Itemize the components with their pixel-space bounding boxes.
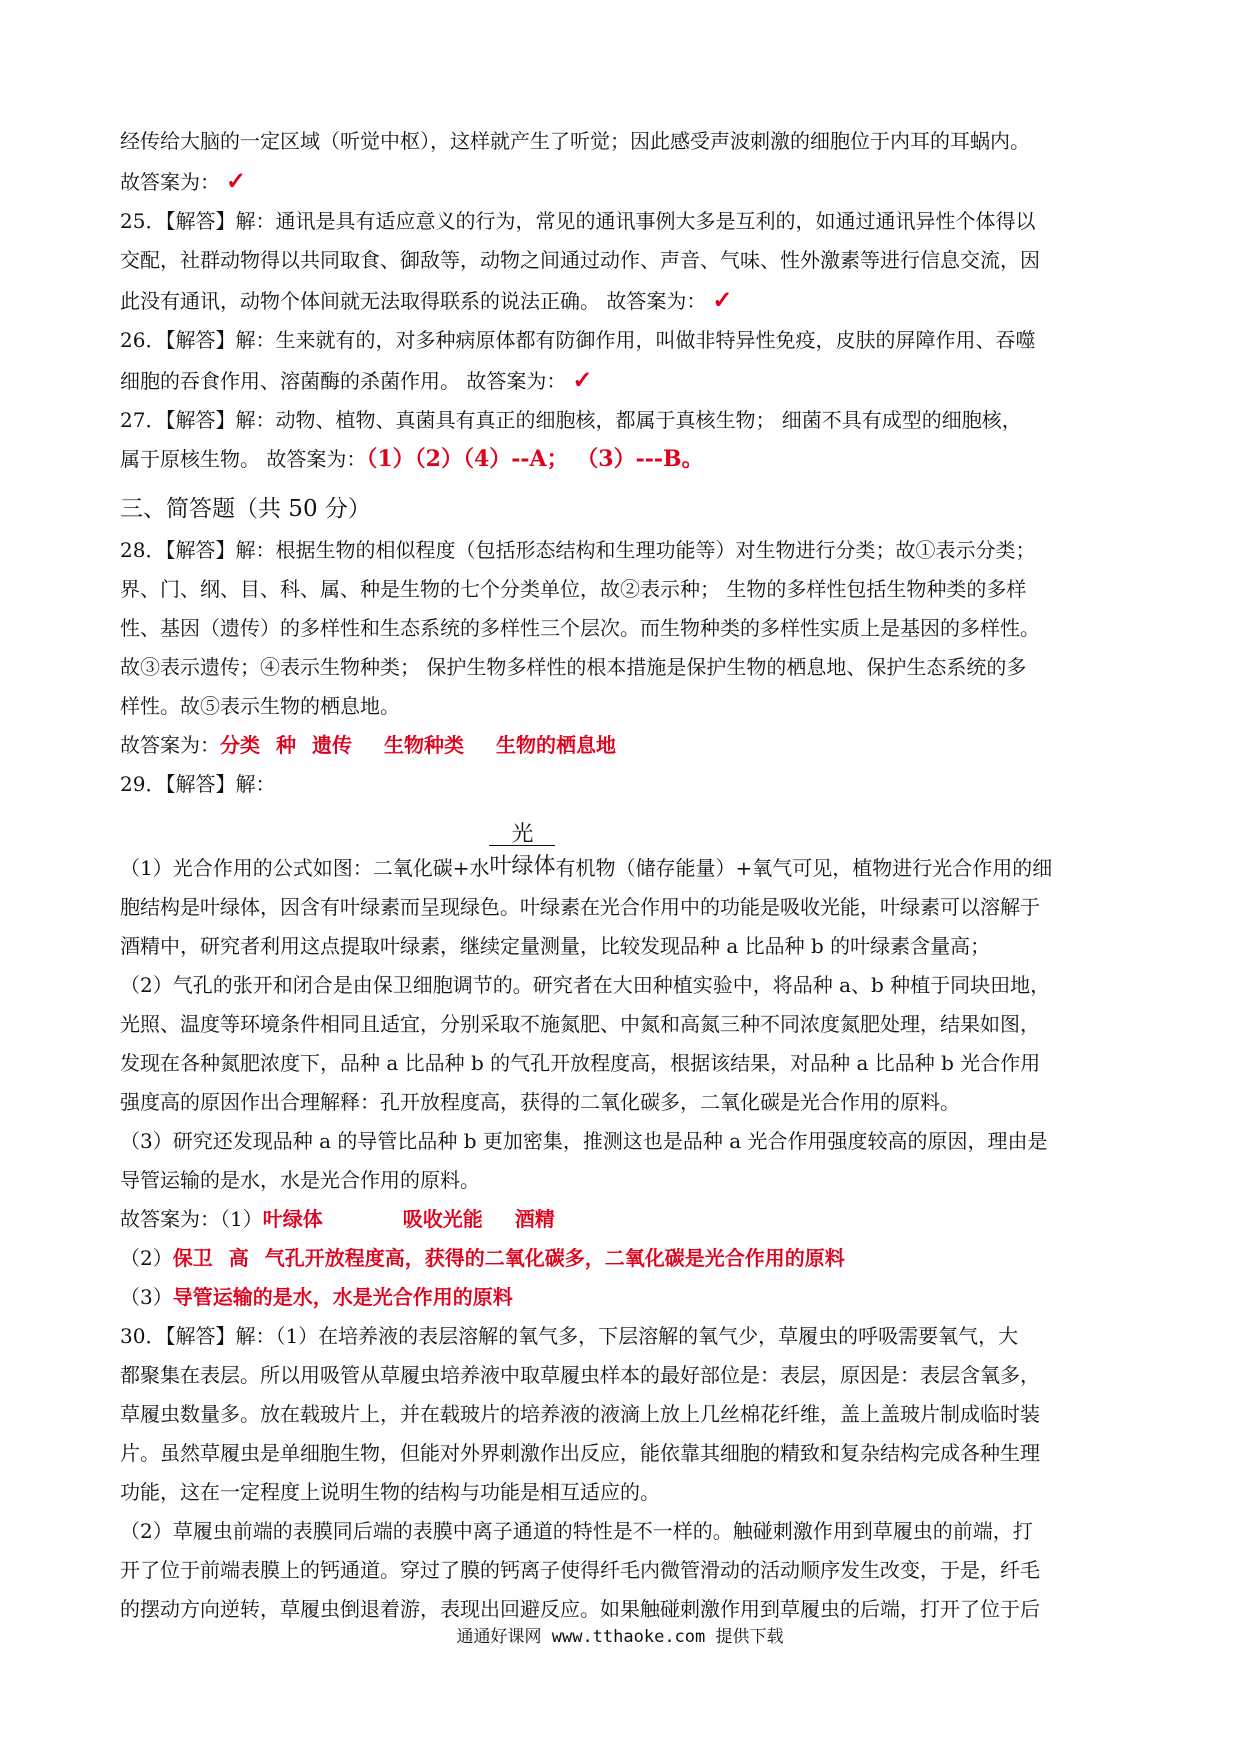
check-mark-icon: ✓	[572, 365, 593, 394]
q28-line: 性、基因（遗传）的多样性和生态系统的多样性三个层次。而生物种类的多样性实质上是基因的多样性。	[120, 616, 1040, 640]
q27-line: 属于原核生物。 故答案为：（1）（2）（4）--A； （3）---B。	[120, 446, 704, 472]
section-heading: 三、简答题（共 50 分）	[120, 496, 371, 522]
q30-line: 功能，这在一定程度上说明生物的结构与功能是相互适应的。	[120, 1480, 660, 1504]
document-body	[120, 122, 1130, 1629]
answer-text: 酒精	[514, 1207, 555, 1231]
answer-text: 气孔开放程度高，获得的二氧化碳多，二氧化碳是光合作用的原料	[264, 1246, 845, 1270]
q29-answer-line: 故答案为：（1）叶绿体 吸收光能 酒精	[120, 1207, 555, 1231]
q26-line: 26．【解答】解：生来就有的，对多种病原体都有防御作用，叫做非特异性免疫，皮肤的屏障作用、吞噬	[120, 328, 1036, 352]
q30-line: 片。虽然草履虫是单细胞生物，但能对外界刺激作出反应，能依靠其细胞的精致和复杂结构完成各种生理	[120, 1441, 1040, 1465]
answer-text: 叶绿体	[262, 1207, 323, 1231]
condition-light: 光	[511, 822, 534, 847]
q30-line: 的摆动方向逆转，草履虫倒退着游，表现出回避反应。如果触碰刺激作用到草履虫的后端，打开了位于后	[120, 1597, 1040, 1621]
text-line: 经传给大脑的一定区域（听觉中枢），这样就产生了听觉；因此感受声波刺激的细胞位于内耳的耳蜗内。	[120, 129, 1030, 153]
q27-line: 27．【解答】解：动物、植物、真菌具有真正的细胞核，都属于真核生物； 细菌不具有成型的细胞核，	[120, 408, 1022, 432]
condition-chloroplast: 叶绿体	[489, 854, 556, 879]
q28-line: 28．【解答】解：根据生物的相似程度（包括形态结构和生理功能等）对生物进行分类；故①表示分类；	[120, 538, 1036, 562]
q30-line: （2）草履虫前端的表膜同后端的表膜中离子通道的特性是不一样的。触碰刺激作用到草履虫的前端，打	[120, 1519, 1033, 1543]
q29-line: 29．【解答】解：	[120, 772, 276, 796]
q29-answer-line: （3）导管运输的是水，水是光合作用的原料	[120, 1285, 513, 1309]
q26-line: 细胞的吞食作用、溶菌酶的杀菌作用。 故答案为： ✓	[120, 365, 593, 394]
answer-text: 生物种类	[384, 733, 464, 757]
q29-line: （2）气孔的张开和闭合是由保卫细胞调节的。研究者在大田种植实验中，将品种 a、b 种植于同块田地，	[120, 973, 1051, 997]
photosynthesis-formula: （1）光合作用的公式如图：二氧化碳+水 光 叶绿体 有机物（储存能量）+氧气可见，植物进行光合作用的细	[120, 804, 1130, 888]
q25-line: 交配，社群动物得以共同取食、御敌等，动物之间通过动作、声音、气味、性外激素等进行信息交流，因	[120, 248, 1040, 272]
q27-answer: （1）（2）（4）--A； （3）---B。	[366, 446, 704, 472]
answer-text: 高	[228, 1246, 249, 1270]
answer-text: 遗传	[312, 733, 352, 757]
q29-line: 强度高的原因作出合理解释：孔开放程度高，获得的二氧化碳多，二氧化碳是光合作用的原料。	[120, 1090, 960, 1114]
q29-answer-line: （2）保卫 高 气孔开放程度高，获得的二氧化碳多，二氧化碳是光合作用的原料	[120, 1246, 845, 1270]
q29-line: 导管运输的是水，水是光合作用的原料。	[120, 1168, 480, 1192]
q28-answer-line: 故答案为：分类 种 遗传 生物种类 生物的栖息地	[120, 733, 616, 757]
q29-line: 酒精中，研究者利用这点提取叶绿素，继续定量测量，比较发现品种 a 比品种 b 的叶绿素含量高；	[120, 934, 991, 958]
q30-line: 30．【解答】解：（1）在培养液的表层溶解的氧气多，下层溶解的氧气少，草履虫的呼吸需要氧气，大	[120, 1324, 1019, 1348]
reaction-arrow	[489, 845, 555, 846]
answer-text: 吸收光能	[402, 1207, 483, 1231]
q30-line: 开了位于前端表膜上的钙通道。穿过了膜的钙离子使得纤毛内微管滑动的活动顺序发生改变，于是，纤毛	[120, 1558, 1040, 1582]
reaction-condition	[489, 822, 556, 888]
answer-line: 故答案为： ✓	[120, 166, 247, 195]
q28-line: 界、门、纲、目、科、属、种是生物的七个分类单位，故②表示种； 生物的多样性包括生物种类的多样	[120, 577, 1027, 601]
check-mark-icon: ✓	[226, 166, 247, 195]
check-mark-icon: ✓	[712, 285, 733, 314]
answer-text: 保卫	[172, 1246, 213, 1270]
q29-line: 胞结构是叶绿体，因含有叶绿素而呈现绿色。叶绿素在光合作用中的功能是吸收光能，叶绿素可以溶解于	[120, 895, 1040, 919]
q29-line: 发现在各种氮肥浓度下，品种 a 比品种 b 的气孔开放程度高，根据该结果，对品种 a 比品种 b 光合作用	[120, 1051, 1041, 1075]
q29-line: （3）研究还发现品种 a 的导管比品种 b 更加密集，推测这也是品种 a 光合作用强度较高的原因，理由是	[120, 1129, 1048, 1153]
answer-text: 导管运输的是水，水是光合作用的原料	[172, 1285, 513, 1309]
q28-line: 故③表示遗传；④表示生物种类； 保护生物多样性的根本措施是保护生物的栖息地、保护生态系统的多	[120, 655, 1027, 679]
q25-line: 此没有通讯，动物个体间就无法取得联系的说法正确。 故答案为： ✓	[120, 285, 733, 314]
answer-text: 生物的栖息地	[496, 733, 616, 757]
answer-text: 分类	[220, 733, 260, 757]
page-footer: 通通好课网 www.tthaoke.com 提供下载	[456, 1627, 784, 1647]
q30-line: 草履虫数量多。放在载玻片上，并在载玻片的培养液的液滴上放上几丝棉花纤维，盖上盖玻片制成临时装	[120, 1402, 1040, 1426]
q30-line: 都聚集在表层。所以用吸管从草履虫培养液中取草履虫样本的最好部位是：表层，原因是：表层含氧多，	[120, 1363, 1040, 1387]
answer-text: 种	[276, 733, 296, 757]
q29-line: 光照、温度等环境条件相同且适宜，分别采取不施氮肥、中氮和高氮三种不同浓度氮肥处理，结果如图，	[120, 1012, 1040, 1036]
q25-line: 25．【解答】解：通讯是具有适应意义的行为，常见的通讯事例大多是互利的，如通过通讯异性个体得以	[120, 209, 1036, 233]
q28-line: 样性。故⑤表示生物的栖息地。	[120, 694, 400, 718]
